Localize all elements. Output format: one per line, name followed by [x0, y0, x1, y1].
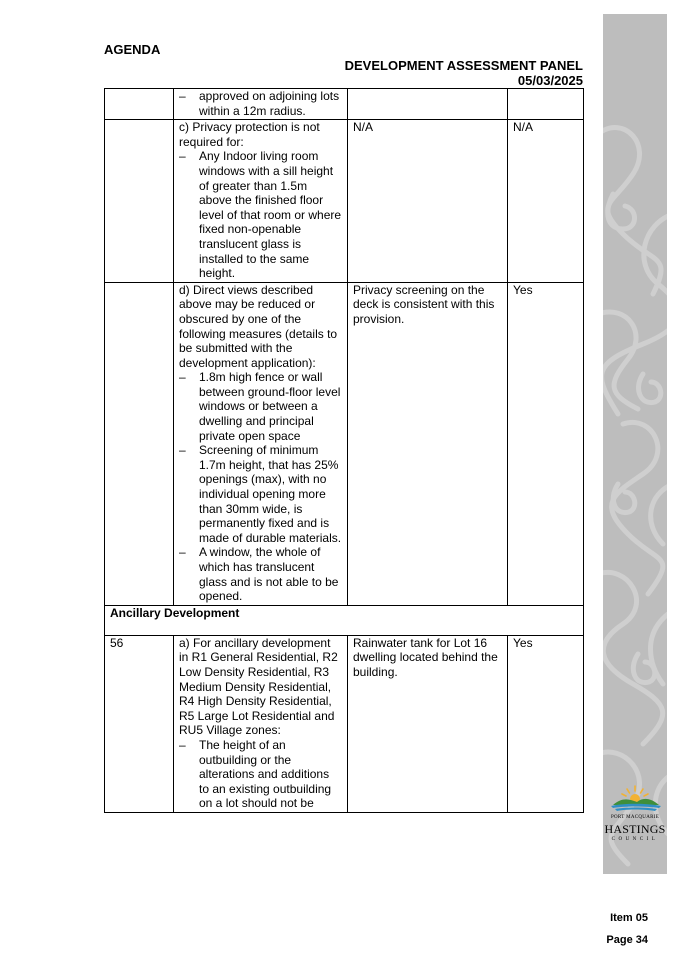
requirement-intro: d) Direct views described above may be reduced or obscured by one of the following measures (details to be submitted with the development application): — [179, 282, 338, 370]
table-row — [105, 282, 584, 605]
bullet-list — [179, 370, 342, 604]
requirement-intro: a) For ancillary development in R1 General Residential, R2 Low Density Residential, R3 Medium Density Residential, R4 High Density Residential, R5 Large Lot Residential and RU5 Village zones: — [179, 635, 338, 738]
list-item: – The height of an outbuilding or the alterations and additions to an existing outbuilding on a lot should not be — [179, 738, 342, 811]
decorative-sidebar — [603, 14, 667, 874]
table-row — [105, 635, 584, 812]
table-cell-complies: Yes — [508, 635, 584, 812]
list-item: – A window, the whole of which has translucent glass and is not able to be opened. — [179, 545, 342, 603]
continued-text-content: approved on adjoining lots within a 12m radius. — [199, 89, 340, 118]
logo-line-port: PORT MACQUARIE — [610, 815, 660, 820]
table-row — [105, 605, 584, 635]
logo-line-council: COUNCIL — [611, 837, 659, 842]
list-item: – Screening of minimum 1.7m height, that has 25% openings (max), with no individual opening more than 30mm wide, is permanently fixed and is made of durable materials. — [179, 443, 342, 545]
table-cell-clause — [105, 89, 174, 120]
logo-line-hastings: HASTINGS — [604, 822, 666, 836]
swirl-pattern-icon — [603, 14, 667, 874]
requirement-intro: c) Privacy protection is not required for: — [179, 120, 320, 149]
panel-heading: DEVELOPMENT ASSESSMENT PANEL — [344, 58, 583, 73]
bullet-list — [179, 89, 342, 118]
continued-text — [179, 89, 342, 118]
table-cell-clause — [105, 120, 174, 283]
meeting-date: 05/03/2025 — [517, 73, 583, 88]
table-row — [105, 89, 584, 120]
agenda-heading: AGENDA — [104, 42, 161, 57]
table-cell-proposed: Privacy screening on the deck is consistent with this provision. — [348, 282, 508, 605]
table-cell-proposed — [348, 89, 508, 120]
bullet-list — [179, 738, 342, 811]
table-cell-requirement — [174, 635, 348, 812]
page-number: Page 34 — [606, 934, 648, 946]
table-cell-proposed: N/A — [348, 120, 508, 283]
table-cell-complies: N/A — [508, 120, 584, 283]
table-cell-clause — [105, 282, 174, 605]
council-logo-icon — [603, 782, 667, 816]
council-logo — [603, 782, 667, 854]
table-cell-requirement — [174, 120, 348, 283]
bullet-list — [179, 149, 342, 280]
table-cell-proposed: Rainwater tank for Lot 16 dwelling located behind the building. — [348, 635, 508, 812]
table-cell-complies — [508, 89, 584, 120]
list-item: – 1.8m high fence or wall between ground-floor level windows or between a dwelling and principal private open space — [179, 370, 342, 443]
table-row — [105, 120, 584, 283]
table-cell-requirement — [174, 89, 348, 120]
table-cell-requirement — [174, 282, 348, 605]
table-cell-complies: Yes — [508, 282, 584, 605]
table-cell-clause: 56 — [105, 635, 174, 812]
list-item: – Any Indoor living room windows with a sill height of greater than 1.5m above the finished floor level of that room or where fixed non-openable translucent glass is installed to the same height. — [179, 149, 342, 280]
section-heading: Ancillary Development — [105, 605, 584, 635]
item-number: Item 05 — [610, 912, 648, 924]
assessment-table — [104, 88, 584, 813]
